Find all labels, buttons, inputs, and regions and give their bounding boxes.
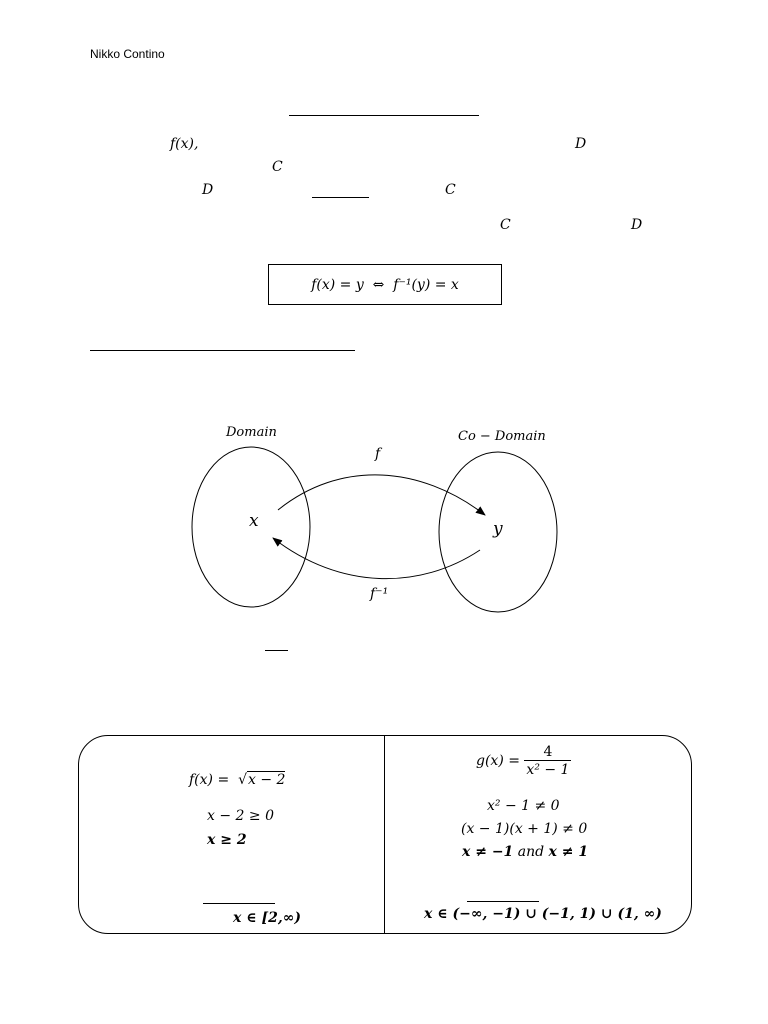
intro-codomain-symbol: C bbox=[272, 159, 283, 175]
left-step-2: x ≥ 2 bbox=[207, 832, 247, 848]
right-step-3 bbox=[462, 844, 588, 860]
domain-label: Domain bbox=[226, 425, 277, 440]
right-step-3-and: and bbox=[517, 844, 545, 860]
right-fraction-denominator: x² − 1 bbox=[526, 762, 570, 778]
right-answer-underline bbox=[467, 901, 539, 902]
f-arrow-label: f bbox=[375, 446, 381, 462]
examples-divider bbox=[384, 736, 385, 933]
examples-table bbox=[78, 735, 692, 934]
sqrt-expression: √x − 2 bbox=[238, 772, 286, 788]
codomain-label: Co − Domain bbox=[458, 429, 546, 444]
mapping-diagram bbox=[180, 415, 580, 620]
left-radicand: x − 2 bbox=[248, 772, 286, 788]
inverse-definition-box bbox=[268, 264, 502, 305]
right-step-3-a: x ≠ −1 bbox=[462, 844, 514, 860]
right-function bbox=[476, 744, 571, 778]
right-fraction bbox=[524, 744, 571, 778]
right-function-prefix: g(x) = bbox=[476, 753, 520, 769]
f-inverse-arrow-label: f⁻¹ bbox=[370, 586, 389, 602]
right-answer: x ∈ (−∞, −1) ∪ (−1, 1) ∪ (1, ∞) bbox=[424, 906, 662, 922]
left-answer: x ∈ [2,∞) bbox=[233, 910, 301, 926]
right-step-2: (x − 1)(x + 1) ≠ 0 bbox=[461, 821, 588, 837]
title-underline bbox=[289, 115, 479, 116]
left-function bbox=[189, 772, 285, 788]
intro-f-label: f(x), bbox=[170, 136, 199, 152]
right-step-3-b: x ≠ 1 bbox=[548, 844, 589, 860]
right-step-1: x² − 1 ≠ 0 bbox=[487, 798, 560, 814]
intro-codomain-symbol-2: C bbox=[445, 182, 456, 198]
y-element-label: y bbox=[493, 519, 503, 539]
small-underline bbox=[265, 650, 288, 651]
intro-domain-symbol: D bbox=[575, 136, 587, 152]
x-element-label: x bbox=[249, 511, 259, 531]
author-name: Nikko Contino bbox=[90, 47, 165, 61]
left-step-1: x − 2 ≥ 0 bbox=[207, 808, 274, 824]
section-heading-underline bbox=[90, 350, 355, 351]
intro-codomain-symbol-3: C bbox=[500, 217, 511, 233]
right-fraction-numerator: 4 bbox=[543, 744, 553, 760]
intro-underline bbox=[312, 197, 369, 198]
f-inverse-arrow bbox=[273, 538, 480, 579]
left-answer-underline bbox=[203, 903, 275, 904]
inverse-definition-formula: f(x) = y ⇔ f⁻¹(y) = x bbox=[311, 276, 459, 293]
intro-domain-symbol-2: D bbox=[202, 182, 214, 198]
left-function-prefix: f(x) = bbox=[189, 772, 234, 788]
intro-domain-symbol-3: D bbox=[631, 217, 643, 233]
